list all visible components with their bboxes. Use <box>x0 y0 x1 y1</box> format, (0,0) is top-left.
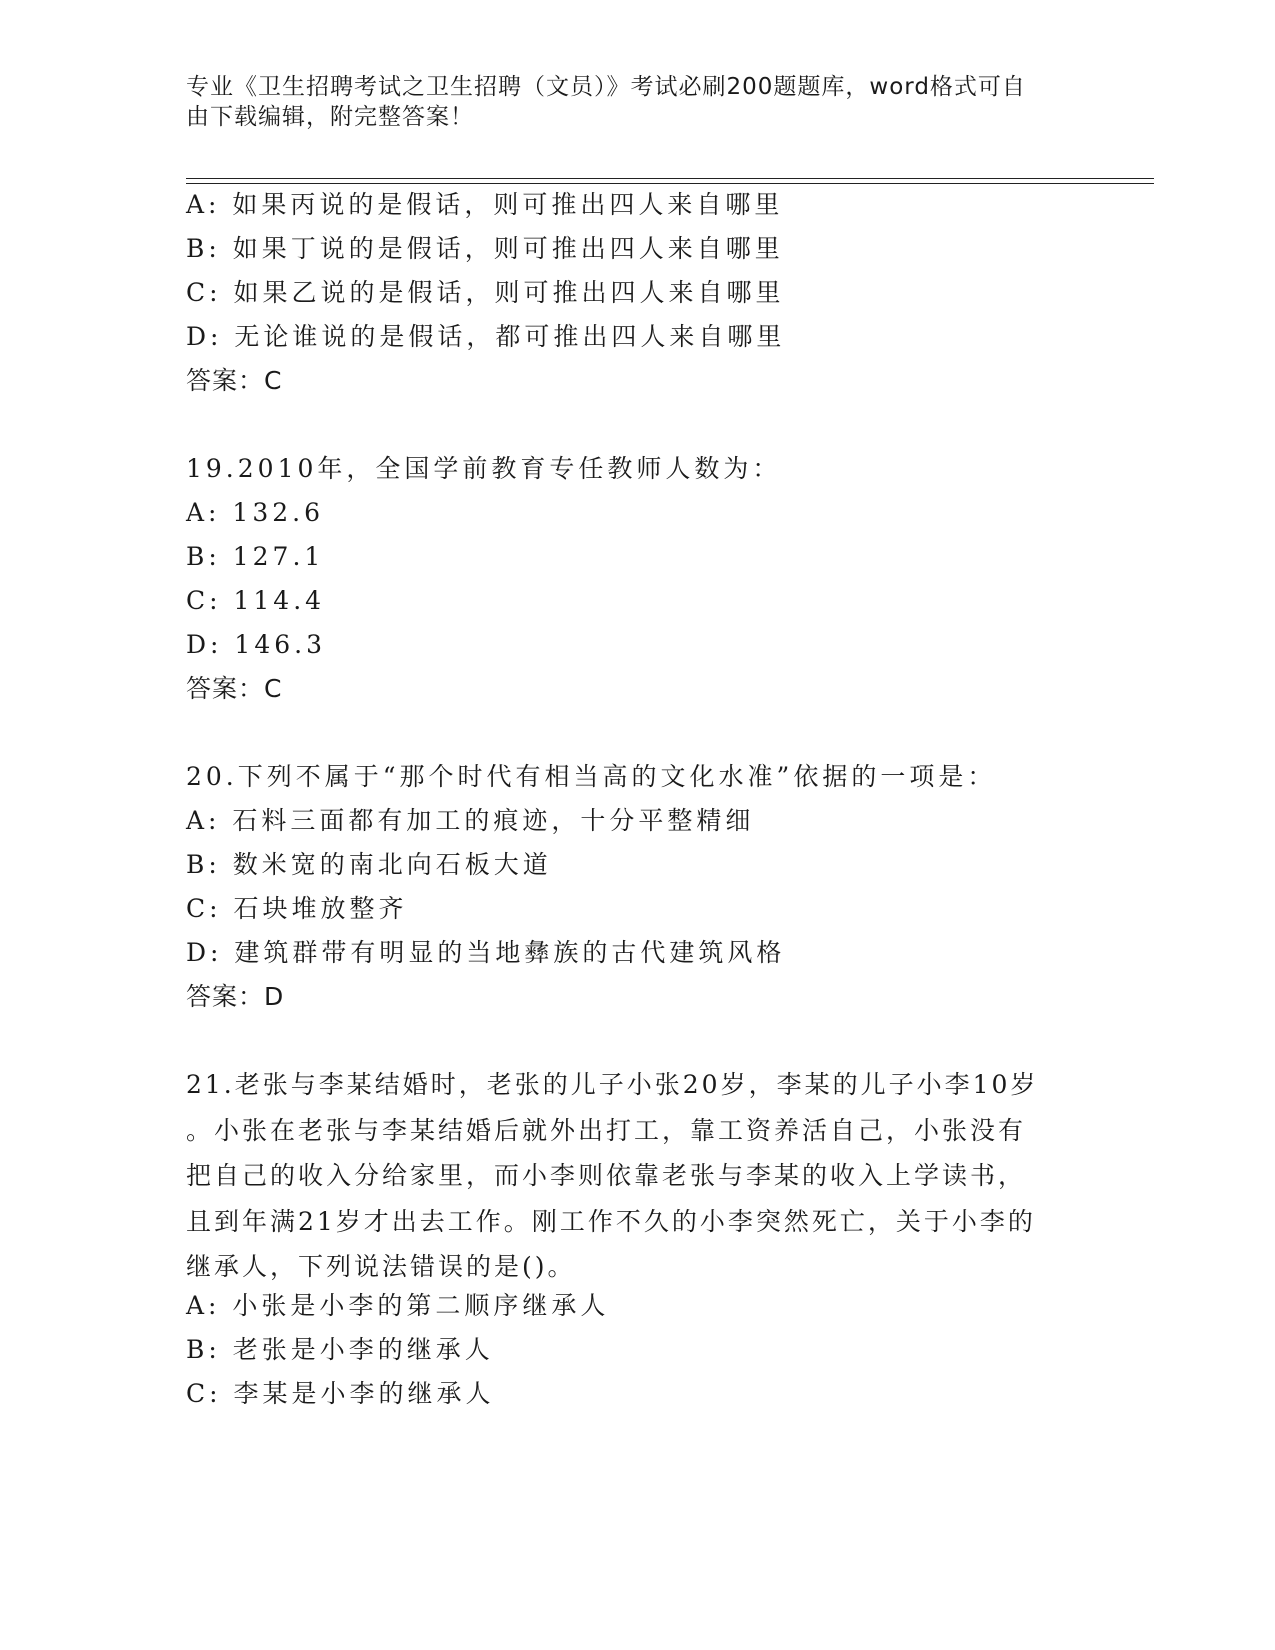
q20-answer: 答案：D <box>186 982 285 1011</box>
q21-stem-line-4: 且到年满21岁才出去工作。刚工作不久的小李突然死亡，关于小李的 <box>186 1206 1036 1236</box>
q21-option-b: B: 老张是小李的继承人 <box>186 1335 494 1364</box>
q18-option-a: A: 如果丙说的是假话，则可推出四人来自哪里 <box>186 190 784 219</box>
q20-stem: 20.下列不属于“那个时代有相当高的文化水准”依据的一项是： <box>186 762 997 791</box>
header-line-2: 由下载编辑，附完整答案！ <box>186 104 474 130</box>
q21-stem-line-2: 。小张在老张与李某结婚后就外出打工，靠工资养活自己，小张没有 <box>186 1115 1027 1145</box>
q19-answer: 答案：C <box>186 674 283 703</box>
q19-option-d: D: 146.3 <box>186 630 326 659</box>
q21-stem <box>186 1062 1076 1290</box>
q19-option-b: B: 127.1 <box>186 542 325 571</box>
q19-option-c: C: 114.4 <box>186 586 326 615</box>
q20-option-c: C: 石块堆放整齐 <box>186 894 408 923</box>
q18-answer: 答案：C <box>186 366 283 395</box>
document-header <box>186 72 1066 132</box>
q21-option-a: A: 小张是小李的第二顺序继承人 <box>186 1291 610 1320</box>
q21-option-c: C: 李某是小李的继承人 <box>186 1379 495 1408</box>
q21-stem-line-3: 把自己的收入分给家里，而小李则依靠老张与李某的收入上学读书， <box>186 1161 1027 1190</box>
q18-option-c: C: 如果乙说的是假话，则可推出四人来自哪里 <box>186 278 785 307</box>
q19-stem: 19.2010年，全国学前教育专任教师人数为： <box>186 454 782 483</box>
q19-option-a: A: 132.6 <box>186 498 324 527</box>
q18-option-d: D: 无论谁说的是假话，都可推出四人来自哪里 <box>186 322 786 351</box>
header-divider-top <box>186 178 1154 179</box>
q20-option-a: A: 石料三面都有加工的痕迹，十分平整精细 <box>186 806 755 835</box>
header-divider-bottom <box>186 183 1154 184</box>
q20-option-d: D: 建筑群带有明显的当地彝族的古代建筑风格 <box>186 938 786 967</box>
header-line-1: 专业《卫生招聘考试之卫生招聘（文员）》考试必刷200题题库，word格式可自 <box>186 74 1026 100</box>
q20-option-b: B: 数米宽的南北向石板大道 <box>186 850 552 879</box>
q21-stem-line-1: 21.老张与李某结婚时，老张的儿子小张20岁，李某的儿子小李10岁 <box>186 1070 1039 1099</box>
q21-stem-line-5: 继承人，下列说法错误的是()。 <box>186 1252 576 1281</box>
q18-option-b: B: 如果丁说的是假话，则可推出四人来自哪里 <box>186 234 784 263</box>
